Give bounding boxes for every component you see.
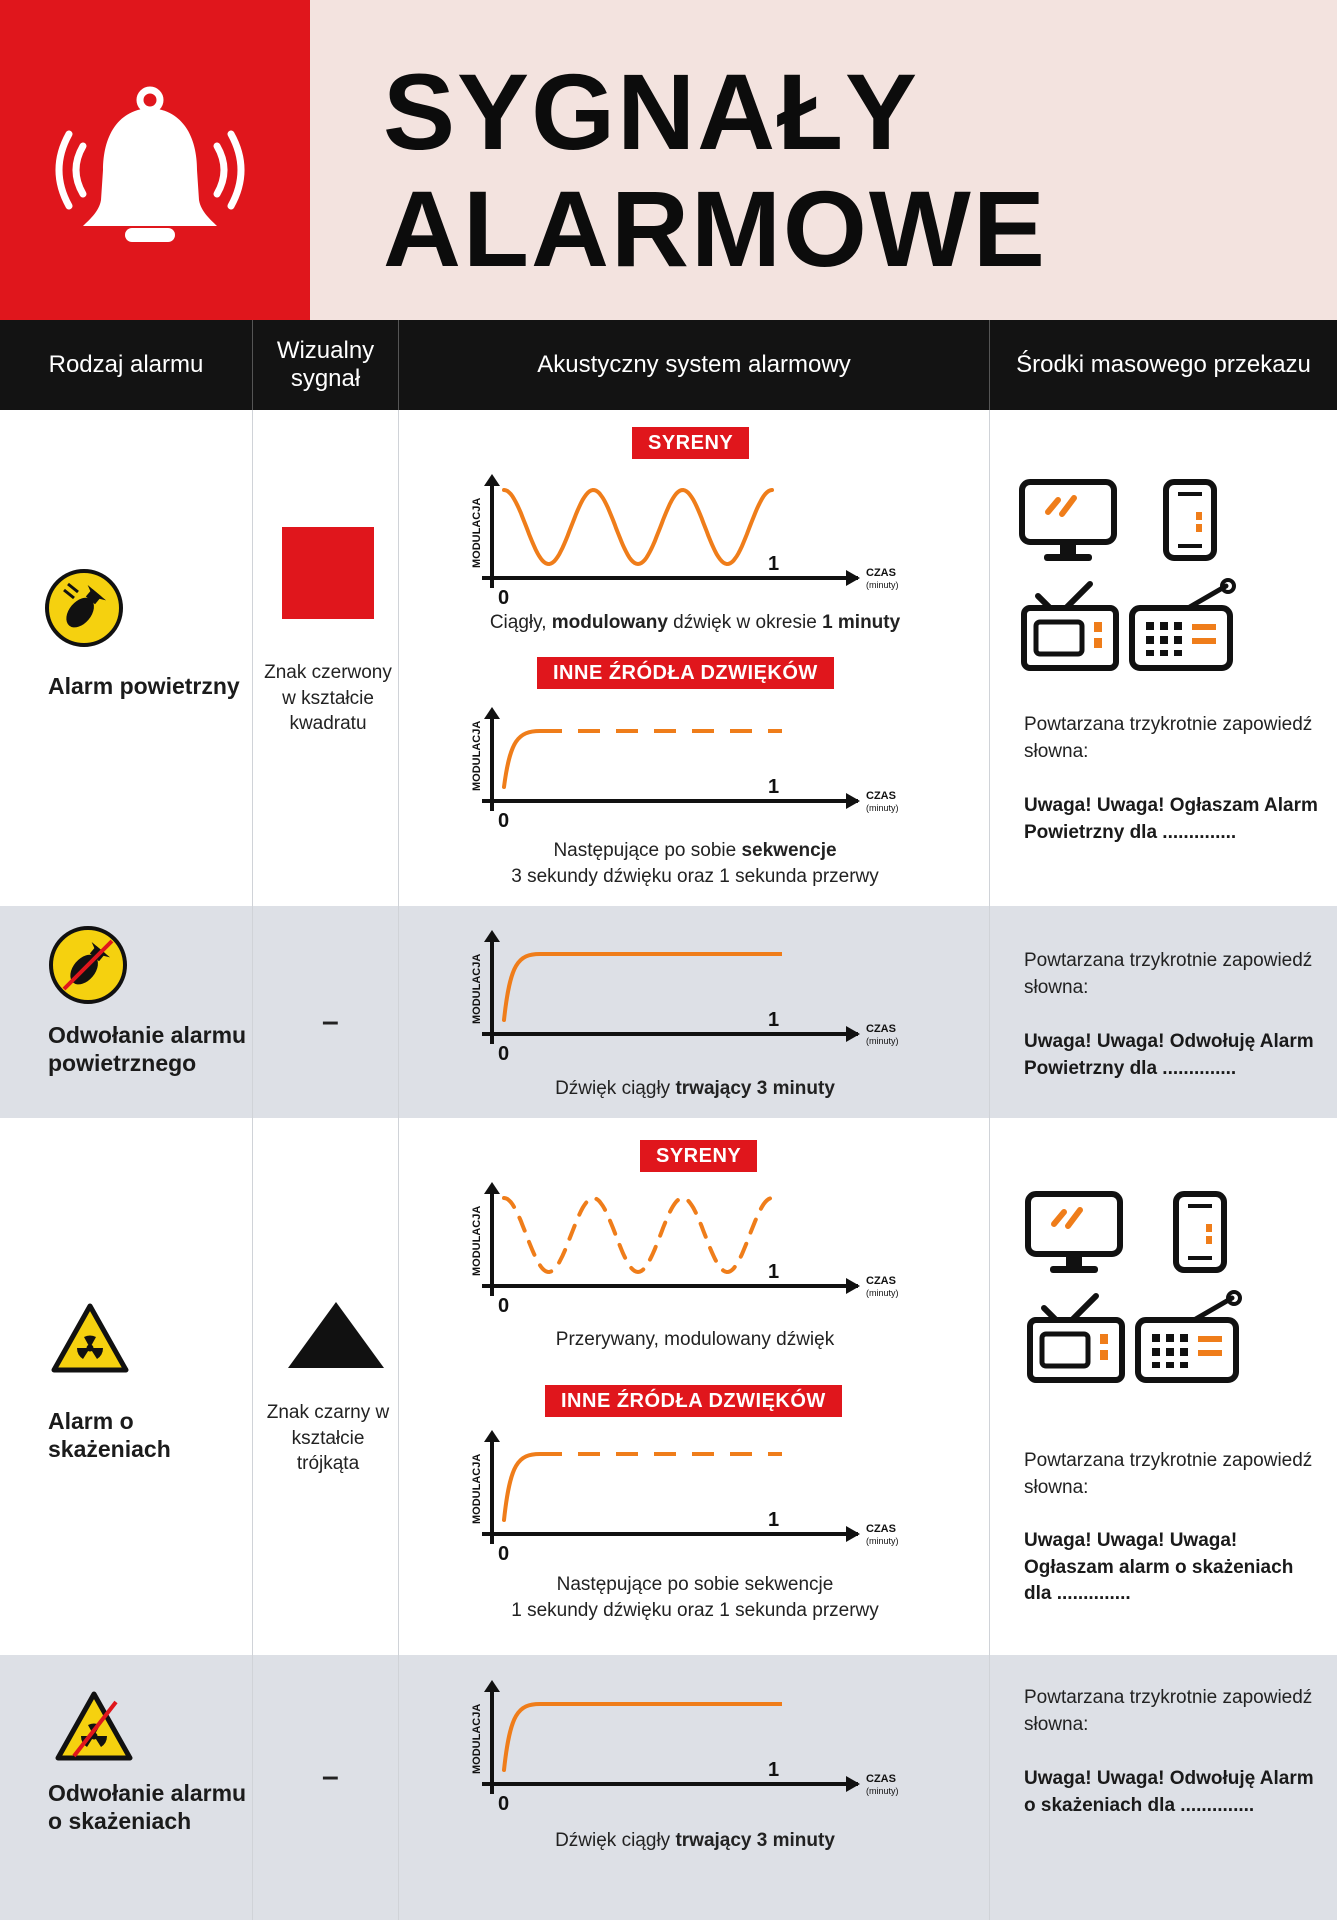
media-announcement-air-raid: Uwaga! Uwaga! Ogłaszam Alarm Powietrzny dla .............. bbox=[1024, 795, 1318, 843]
smartphone-icon bbox=[1162, 478, 1218, 564]
sirens-label: SYRENY bbox=[632, 427, 749, 459]
caption-air-raid-sirens bbox=[420, 610, 970, 636]
caption-emphasis: trwający 3 minuty bbox=[675, 1830, 835, 1851]
tick-label: 1 bbox=[768, 1261, 780, 1283]
caption-emphasis: modulowany bbox=[551, 612, 668, 633]
x-axis-unit: (minuty) bbox=[866, 1288, 899, 1298]
column-line bbox=[398, 410, 399, 1920]
caption-text: dźwięk w okresie bbox=[667, 612, 823, 633]
caption-contamination-cancel bbox=[420, 1828, 970, 1854]
chart-contamination-sirens bbox=[458, 1170, 918, 1320]
alarm-name-air-raid-cancel: Odwołanie alarmu powietrznego bbox=[48, 1022, 247, 1076]
x-axis-unit: (minuty) bbox=[866, 1536, 899, 1546]
y-axis-label: MODULACJA bbox=[471, 1453, 483, 1524]
tick-label: 0 bbox=[498, 587, 510, 609]
alarm-name-air-raid: Alarm powietrzny bbox=[48, 673, 240, 699]
x-axis-label: CZAS bbox=[866, 1523, 896, 1535]
y-axis-arrow bbox=[484, 707, 500, 719]
bell-ringing-icon bbox=[55, 80, 245, 250]
media-intro-air-raid-cancel: Powtarzana trzykrotnie zapowiedź słowna: bbox=[1024, 950, 1313, 998]
caption-air-raid-cancel bbox=[420, 1076, 970, 1102]
signal-rise bbox=[504, 1454, 540, 1520]
other-sources-label: INNE ŹRÓDŁA DZWIĘKÓW bbox=[545, 1385, 842, 1417]
x-axis-unit: (minuty) bbox=[866, 1786, 899, 1796]
x-axis-label: CZAS bbox=[866, 1023, 896, 1035]
y-axis-arrow bbox=[484, 474, 500, 486]
y-axis-label: MODULACJA bbox=[471, 953, 483, 1024]
tick-label: 1 bbox=[768, 776, 780, 798]
x-axis-arrow bbox=[846, 1776, 860, 1792]
tick-label: 1 bbox=[768, 553, 780, 575]
page-title-line-1: SYGNAŁY bbox=[383, 51, 920, 172]
visual-desc-contamination: Znak czarny w kształcie trójkąta bbox=[266, 1402, 390, 1475]
air-raid-cancelled-icon bbox=[48, 925, 128, 1005]
x-axis-label: CZAS bbox=[866, 1773, 896, 1785]
y-axis-label: MODULACJA bbox=[471, 1703, 483, 1774]
column-header-media: Środki masowego przekazu bbox=[1016, 350, 1311, 378]
visual-desc-air-raid: Znak czerwony w kształcie kwadratu bbox=[264, 662, 392, 735]
media-intro-contamination: Powtarzana trzykrotnie zapowiedź słowna: bbox=[1024, 1450, 1313, 1498]
y-axis-arrow bbox=[484, 1182, 500, 1194]
media-intro-contamination-cancel: Powtarzana trzykrotnie zapowiedź słowna: bbox=[1024, 1687, 1313, 1735]
media-intro-air-raid: Powtarzana trzykrotnie zapowiedź słowna: bbox=[1024, 714, 1313, 762]
x-axis-label: CZAS bbox=[866, 790, 896, 802]
radio-icon bbox=[1128, 578, 1238, 674]
tick-label: 0 bbox=[498, 1543, 510, 1565]
black-triangle-symbol bbox=[286, 1300, 386, 1370]
radio-icon bbox=[1134, 1290, 1244, 1386]
caption-text: Następujące po sobie sekwencje bbox=[556, 1574, 834, 1595]
signal-rise bbox=[504, 1704, 540, 1770]
x-axis-label: CZAS bbox=[866, 1275, 896, 1287]
caption-emphasis: sekwencje bbox=[741, 840, 837, 861]
media-announcement-contamination: Uwaga! Uwaga! Uwaga! Ogłaszam alarm o skażeniach dla .............. bbox=[1024, 1530, 1294, 1605]
column-header-acoustic: Akustyczny system alarmowy bbox=[537, 350, 851, 378]
x-axis-arrow bbox=[846, 1026, 860, 1042]
chart-contamination-other bbox=[458, 1418, 918, 1568]
chart-contamination-cancel bbox=[458, 1668, 918, 1818]
x-axis-arrow bbox=[846, 1526, 860, 1542]
signal-rise bbox=[504, 731, 540, 787]
radiation-cancelled-icon bbox=[54, 1690, 134, 1762]
y-axis-label: MODULACJA bbox=[471, 1205, 483, 1276]
tick-label: 0 bbox=[498, 1043, 510, 1065]
y-axis-arrow bbox=[484, 930, 500, 942]
caption-contamination-sirens: Przerywany, modulowany dźwięk bbox=[555, 1329, 835, 1350]
x-axis-unit: (minuty) bbox=[866, 580, 899, 590]
column-header-visual: Wizualny sygnał bbox=[276, 336, 375, 392]
chart-air-raid-other bbox=[458, 695, 918, 835]
caption-text: Ciągły, bbox=[489, 612, 552, 633]
y-axis-label: MODULACJA bbox=[471, 720, 483, 791]
y-axis-arrow bbox=[484, 1430, 500, 1442]
caption-text: 3 sekundy dźwięku oraz 1 sekunda przerwy bbox=[511, 865, 879, 887]
caption-text: 1 sekundy dźwięku oraz 1 sekunda przerwy bbox=[511, 1599, 879, 1621]
page-title-line-2: ALARMOWE bbox=[383, 168, 1047, 289]
visual-none-dash: – bbox=[322, 1760, 339, 1793]
x-axis-arrow bbox=[846, 793, 860, 809]
x-axis-arrow bbox=[846, 570, 860, 586]
caption-text: Dźwięk ciągły bbox=[555, 1078, 676, 1099]
tick-label: 0 bbox=[498, 1793, 510, 1815]
tick-label: 0 bbox=[498, 810, 510, 832]
tick-label: 1 bbox=[768, 1509, 780, 1531]
tv-set-icon bbox=[1020, 578, 1120, 674]
caption-contamination-other bbox=[420, 1572, 970, 1623]
column-line bbox=[989, 410, 990, 1920]
monitor-icon bbox=[1018, 478, 1118, 564]
tick-label: 1 bbox=[768, 1759, 780, 1781]
caption-text: Następujące po sobie bbox=[553, 840, 742, 861]
chart-air-raid-sirens bbox=[458, 462, 918, 612]
media-announcement-air-raid-cancel: Uwaga! Uwaga! Odwołuję Alarm Powietrzny dla .............. bbox=[1024, 1031, 1314, 1079]
signal-curve bbox=[504, 1198, 772, 1272]
column-header-type: Rodzaj alarmu bbox=[48, 350, 204, 378]
radiation-warning-icon bbox=[50, 1302, 130, 1374]
signal-curve bbox=[504, 490, 772, 564]
red-square-symbol bbox=[282, 527, 374, 619]
alarm-name-contamination: Alarm o skażeniach bbox=[48, 1408, 171, 1462]
caption-air-raid-other bbox=[420, 838, 970, 889]
tick-label: 1 bbox=[768, 1009, 780, 1031]
monitor-icon bbox=[1024, 1190, 1124, 1276]
tv-set-icon bbox=[1026, 1290, 1126, 1386]
column-line bbox=[252, 410, 253, 1920]
media-announcement-contamination-cancel: Uwaga! Uwaga! Odwołuję Alarm o skażeniach dla .............. bbox=[1024, 1768, 1314, 1816]
alarm-name-contamination-cancel: Odwołanie alarmu o skażeniach bbox=[48, 1780, 247, 1834]
sirens-label: SYRENY bbox=[640, 1140, 757, 1172]
smartphone-icon bbox=[1172, 1190, 1228, 1276]
caption-text: Dźwięk ciągły bbox=[555, 1830, 676, 1851]
x-axis-arrow bbox=[846, 1278, 860, 1294]
chart-air-raid-cancel bbox=[458, 918, 918, 1068]
y-axis-label: MODULACJA bbox=[471, 497, 483, 568]
caption-emphasis: trwający 3 minuty bbox=[675, 1078, 835, 1099]
x-axis-unit: (minuty) bbox=[866, 803, 899, 813]
other-sources-label: INNE ŹRÓDŁA DZWIĘKÓW bbox=[537, 657, 834, 689]
x-axis-label: CZAS bbox=[866, 567, 896, 579]
signal-rise bbox=[504, 954, 540, 1020]
y-axis-arrow bbox=[484, 1680, 500, 1692]
caption-emphasis: 1 minuty bbox=[822, 612, 901, 633]
visual-none-dash: – bbox=[322, 1005, 339, 1038]
air-raid-bomb-icon bbox=[44, 568, 124, 648]
x-axis-unit: (minuty) bbox=[866, 1036, 899, 1046]
tick-label: 0 bbox=[498, 1295, 510, 1317]
